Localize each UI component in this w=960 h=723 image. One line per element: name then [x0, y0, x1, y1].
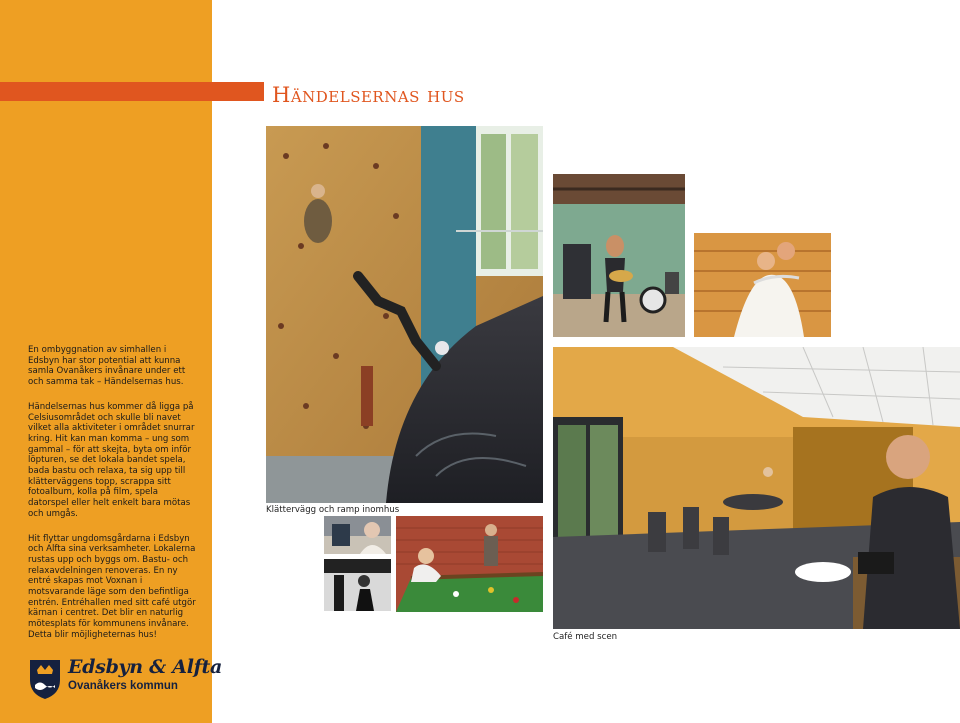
cafe-caption: Café med scen — [553, 632, 618, 642]
thumb-elderly-photo — [324, 516, 391, 554]
logo-brand-text: Edsbyn & Alfta — [68, 656, 223, 678]
pool-photo — [396, 516, 543, 612]
intro-paragraph: En ombyggnation av simhallen i Edsbyn har stor potential att kunna samla Ovanåkers invånare under ett och samma tak – Händelsernas hus. — [28, 345, 186, 388]
page-title: Händelsernas hus — [272, 83, 465, 107]
sauna-photo — [694, 233, 831, 337]
description-paragraph: Händelsernas hus kommer då ligga på Celsiusområdet och skulle bli navet vilket alla aktiviteter i området snurrar kring. Hit kan man komma – ung som gammal – för att skejta, byta om inför löpturen, se det lokala bandet spela, bada bastu och relaxa, ta sig upp till klätterväggens topp, scrappa sitt fotoalbum, kolla på film, spela datorspel eller helt enkelt bara mötas och umgås. — [28, 401, 195, 519]
thumb-bw-photo — [324, 559, 391, 611]
sidebar-text — [28, 345, 200, 655]
logo-subtitle: Ovanåkers kommun — [68, 680, 178, 692]
band-photo — [553, 174, 685, 337]
climbing-caption: Klättervägg och ramp inomhus — [266, 505, 400, 515]
municipality-logo — [28, 656, 223, 702]
plans-paragraph: Hit flyttar ungdomsgårdarna i Edsbyn och Alfta sina verksamheter. Lokalerna rustas upp och byggs om. Bastu- och relaxavdelningen renoveras. En ny entré skapas mot Voxnan i motsvarande läge som den befintliga entrén. Entréhallen med sitt café utgör kärnan i centret. Det blir en naturlig mötesplats för kommunens invånare. Detta blir möjligheternas hus! — [28, 533, 196, 640]
title-bar — [0, 82, 264, 101]
coat-of-arms-icon — [28, 656, 62, 700]
climbing-ramp-photo — [266, 126, 543, 503]
cafe-render — [553, 347, 960, 629]
